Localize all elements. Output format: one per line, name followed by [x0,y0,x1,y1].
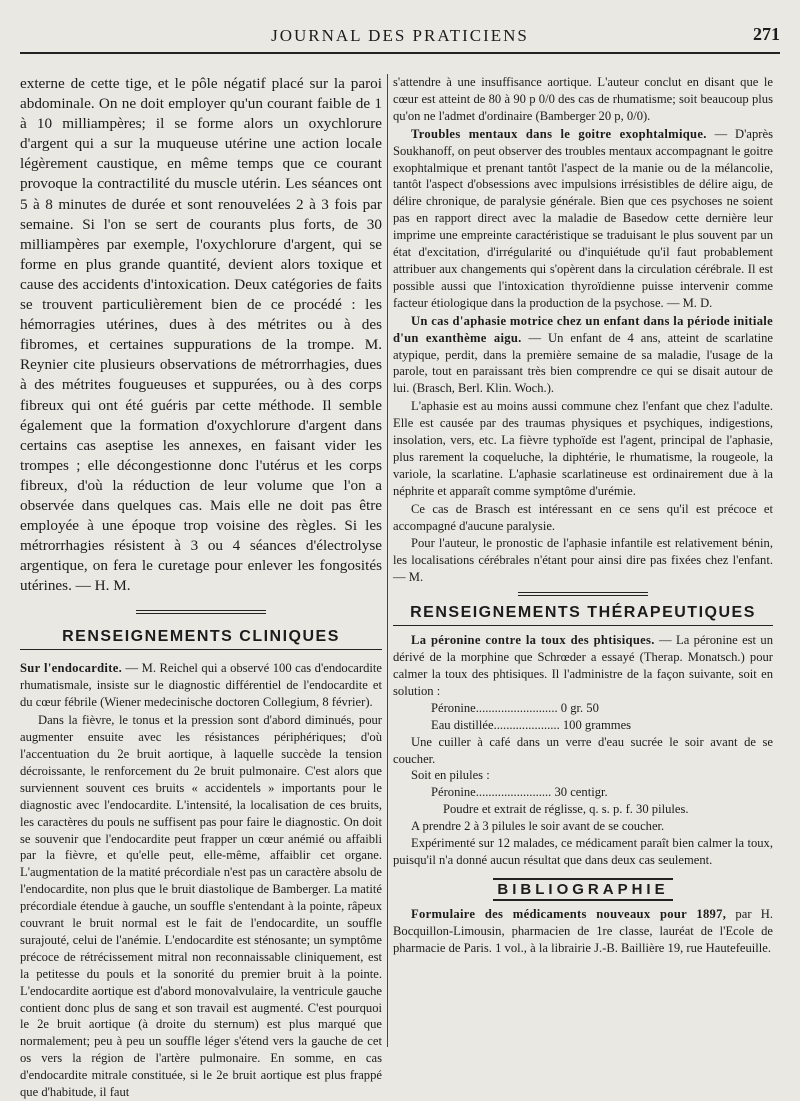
peronine-article [393,632,773,700]
right-column [393,74,773,1049]
aphasia-paragraph-3: Ce cas de Brasch est intéressant en ce sens qu'il est précoce et accompagné d'aucune paralysie. [393,501,773,533]
page-number: 271 [753,24,780,44]
peronine-text: — La péronine est un dérivé de la morphine que Schrœder a essayé (Therap. Monatsch.) pour calmer la toux des phtisiques. Il l'administre de la façon suivante, soit en solution : [393,633,774,698]
peronine-heading: La péronine contre la toux des phtisiques. [411,633,655,648]
bibliography-entry [393,906,773,957]
endocarditis-intro-text: — M. Reichel qui a observé 100 cas d'endocardite rhumatismale, insiste sur le diagnostic différentiel de l'endocardite et du cœur fébrile (Wiener medecinische doctoren Collegium, 8 février). [20,661,382,710]
bibliography-heading [393,881,773,898]
peronine-conclusion: Expérimenté sur 12 malades, ce médicament paraît bien calmer la toux, puisqu'il n'a donné aucun résultat que dans deux cas seulement. [393,836,773,867]
endocarditis-heading: Sur l'endocardite. [20,661,123,676]
goitre-text: — D'après Soukhanoff, on peut observer des troubles mentaux accompagnant le goitre exophtalmique et prenant tantôt l'aspect de la manie ou de la mélancolie, tantôt l'aspect d'obsessions avec impulsions irrésistibles de délire aigu, de délire chronique, de paralysie générale. Bien que ces psychoses ne soient pas en rapport direct avec la maladie de Basedow cette dernière leur imprime une empreinte caractéristique se traduisant le plus souvent par un état d'excitation, d'irrégularité ou d'inquiétude qu'il faut probablement attribuer aux changements qui s'opèrent dans la circulation cérébrale. Il est possible aussi que l'intoxication thyroïdienne puisse intervenir comme facteur étiologique dans la production de la psychose. — M. D. [393,126,773,310]
dosage-instruction: Une cuiller à café dans un verre d'eau sucrée le soir avant de se coucher. [393,734,773,766]
bibliography-book-title: Formulaire des médicaments nouveaux pour 1897, [411,906,727,921]
aphasia-paragraph-4: Pour l'auteur, le pronostic de l'aphasie infantile est relativement bénin, les localisations cérébrales n'étant pour ainsi dire pas fixées chez l'enfant. — M. [393,536,773,585]
bibliography-entry-text: par H. Bocquillon-Limousin, pharmacien de 1re classe, lauréat de l'Ecole de pharmacie de Paris. 1 vol., à la librairie J.-B. Baillière 19, rue Hautefeuille. [393,906,773,955]
prescription-line: Péronine........................ 30 centigr. [431,785,608,800]
goitre-article [393,126,773,312]
dosage-instruction: A prendre 2 à 3 pilules le soir avant de se coucher. [411,819,665,834]
prescription-subheading: Soit en pilules : [411,768,490,783]
aphasia-text: — Un enfant de 4 ans, atteint de scarlatine atypique, perdit, dans la première semaine de sa maladie, l'usage de la parole, tout en paraissant très bien comprendre ce qui se disait autour de lui. (Brasch, Berl. Klin. Woch.). [393,330,774,396]
prescription-line: Poudre et extrait de réglisse, q. s. p. f. 30 pilules. [443,802,689,817]
running-title: JOURNAL DES PRATICIENS [271,26,529,45]
electrolysis-paragraph: externe de cette tige, et le pôle négatif placé sur la paroi abdominale. On ne doit employer qu'un courant faible de 1 à 10 milliampères; il se forme alors un oxychlorure d'argent qui a sur la muqueuse utérine une action locale légèrement caustique, en même temps que ce courant provoque la contractilité du muscle utérin. Les séances ont 5 à 8 minutes de durée et sont renouvelées 2 à 3 fois par semaine. Si l'on se sert de courants plus forts, de 30 milliampères par exemple, l'oxychlorure d'argent, qui se forme en plus grande quantité, devient alors toxique et cause des accidents d'intoxication. Deux catégories de faits se trouvent particulièrement bien de ce procédé : les hémorragies utérines, dues à des métrites ou à des fibromes, et certaines suppurations de la trompe. M. Reynier cite plusieurs observations de métrorrhagies, dues à des métrites fougueuses et suppurées, ou à des corps fibreux qui ont été guéris par cette méthode. Il semble également que la formation d'oxychlorure d'argent dans certains cas aseptise les annexes, en faisant vider les trompes ; elle décongestionne donc l'utérus et les corps fibreux, d'où la réduction de leur volume que l'on a observée dans quelques cas. Mais elle ne doit pas être employée à une époque trop voisine des règles. Si les métrorrhagies résistent à 3 ou 4 séances d'électrolyse argentique, on fera le curetage pour enlever les fongosités utérines. — H. M. [20,75,382,595]
endocarditis-body: Dans la fièvre, le tonus et la pression sont d'abord diminués, pour augmenter ensuite avec les résistances périphériques; d'où l'accentuation du 2e bruit aortique, à laquelle succède la tension décroissante, le renforcement du 2e bruit pulmonaire. C'est alors que surviennent souvent ces bruits « accidentels » importants pour le diagnostic avec l'endocardite. L'intensité, la localisation de ces bruits, les caractères du pouls ne suffisent pas pour faire le diagnostic. On doit se souvenir que l'endocardite peut frapper un cœur anémié ou affaibli par la fièvre, et qu'elle peut, elle-même, affaiblir cet organe. L'augmentation de la matité précordiale n'est pas un caractère absolu de l'endocardite, non plus que le bruit diastolique de Bamberger. La matité précordiale étendue à gauche, un souffle s'entendant à la pointe, râpeux couvrant le bruit normal est le fait de l'endocardite, un souffle surajouté, celui de l'anémie. L'endocardite est sténosante; un symptôme précoce de rétrécissement mitral non reconnaissable cliniquement, est la petitesse du pouls et la sonorité du premier bruit à la pointe. L'endocardite aortique est d'abord monovalvulaire, la ventricule gauche contient donc plus de sang et son travail est augmenté. C'est pourquoi le 2e bruit aortique (à droite du sternum) est plus marqué que normalement; peu à peu un souffle léger s'étend vers la gauche de cet os vers la région de l'artère pulmonaire. En somme, en cas d'endocardite mitrale constituée, si le 2e bruit aortique est plus frappé que d'habitude, il faut [20,713,382,1100]
aortic-continuation: s'attendre à une insuffisance aortique. L'auteur conclut en disant que le cœur est atteint de 80 à 90 p 0/0 des cas de rhumatisme; soit beaucoup plus qu'on ne l'admet d'ordinaire (Bamberger 20 p, 0/0). [393,75,773,123]
endocarditis-intro [20,660,382,711]
section-heading-therapeutique: RENSEIGNEMENTS THÉRAPEUTIQUES [393,604,773,626]
goitre-heading: Troubles mentaux dans le goitre exophtalmique. [411,126,707,141]
aphasia-heading: Un cas d'aphasie motrice chez un enfant dans la période initiale d'un exanthème aigu. [393,313,773,345]
page-header [20,20,780,50]
column-divider [387,74,388,1047]
aphasia-paragraph-2: L'aphasie est au moins aussi commune chez l'enfant que chez l'adulte. Elle est causée par des traumas physiques et psychiques, indigestions, insolation, vers, etc. La fièvre typhoïde est l'agent, principal de l'aphasie, plus rarement la coqueluche, la diphtérie, le rhumatisme, la rougeole, la variole, la scarlatine. L'aphasie scarlatineuse est ordinairement due à la néphrite et apparaît comme symptôme d'urémie. [393,399,773,498]
prescription-line: Eau distillée..................... 100 grammes [431,717,632,732]
section-heading-clinique: RENSEIGNEMENTS CLINIQUES [20,628,382,650]
aphasia-article [393,313,773,398]
prescription-line: Péronine.......................... 0 gr. 50 [431,700,599,715]
left-column [20,74,382,1100]
bibliography-title: BIBLIOGRAPHIE [493,878,672,901]
header-rule [20,52,780,54]
